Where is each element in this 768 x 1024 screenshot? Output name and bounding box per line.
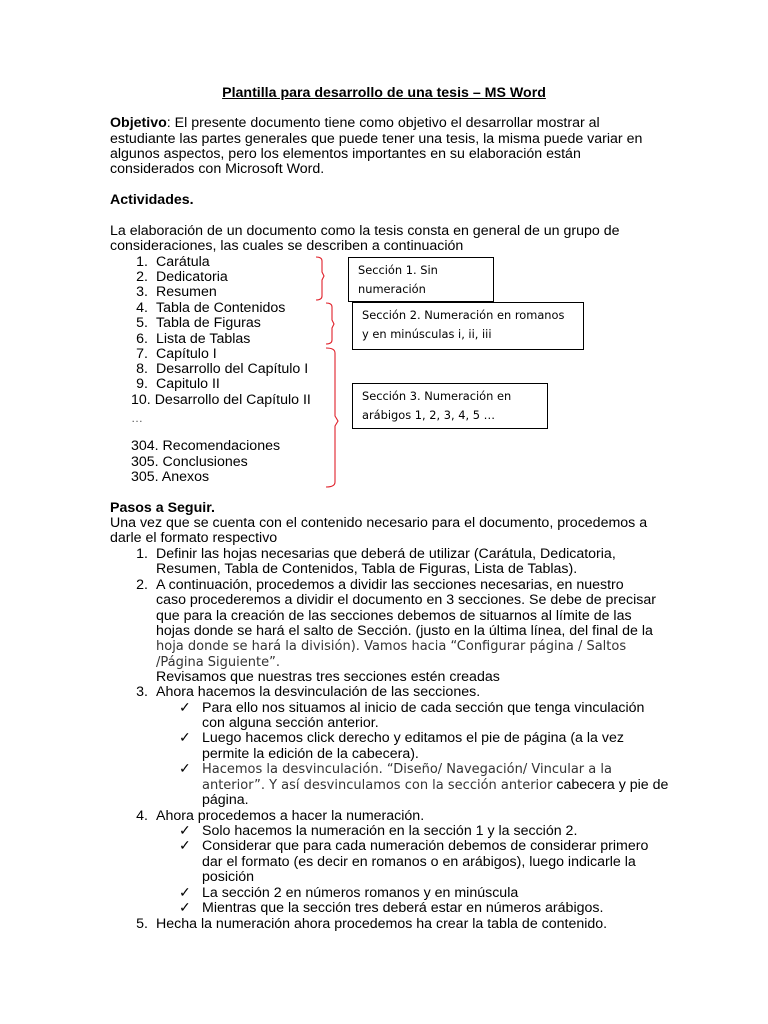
list-item-number: 5.	[136, 315, 148, 331]
list-item: Dedicatoria	[156, 269, 228, 285]
list-item: 305. Conclusiones	[131, 454, 248, 470]
step-4-check-1: Solo hacemos la numeración en la sección 1 y la sección 2.	[202, 823, 578, 839]
steps-heading: Pasos a Seguir.	[110, 500, 215, 516]
step-3-check-3-line-3: página.	[202, 792, 249, 808]
step-3-check-2-line-2: permite la edición de la cabecera).	[202, 746, 419, 762]
callout-line: y en minúsculas i, ii, iii	[362, 327, 492, 341]
activities-intro-1: La elaboración de un documento como la tesis consta en general de un grupo de	[110, 223, 620, 239]
list-item: Resumen	[156, 284, 217, 300]
step-4-check-2-line-1: Considerar que para cada numeración debemos de considerar primero	[202, 838, 649, 854]
bracket-section-2	[326, 303, 334, 344]
list-item: 304. Recomendaciones	[131, 438, 281, 454]
list-item-number: 4.	[136, 300, 148, 316]
list-item: Tabla de Contenidos	[156, 300, 286, 316]
callout-line: Sección 3. Numeración en	[362, 389, 512, 403]
list-item-number: 2.	[136, 269, 148, 285]
document-title: Plantilla para desarrollo de una tesis – MS Word	[222, 85, 546, 101]
step-3-check-1-line-1: Para ello nos situamos al inicio de cada sección que tenga vinculación	[202, 700, 645, 716]
objective-line-2: estudiante las partes generales que puede tener una tesis, la misma puede variar en	[110, 131, 643, 147]
step-2-line-1: A continuación, procedemos a dividir las secciones necesarias, en nuestro	[156, 577, 624, 593]
step-3-text: Ahora hacemos la desvinculación de las secciones.	[156, 684, 481, 700]
step-3-check-3-tail: cabecera y pie de	[552, 777, 669, 793]
step-2-line-7: Revisamos que nuestras tres secciones estén creadas	[156, 669, 500, 685]
check-icon: ✓	[179, 823, 191, 839]
step-3-check-3-line-1: Hacemos la desvinculación. “Diseño/ Navegación/ Vincular a la	[202, 762, 612, 777]
objective-line-4: considerados con Microsoft Word.	[110, 161, 325, 177]
step-1-line-2: Resumen, Tabla de Contenidos, Tabla de Figuras, Lista de Tablas).	[156, 561, 578, 577]
step-2-line-3: que para la creación de las secciones debemos de situarnos al límite de las	[156, 608, 632, 624]
objective-text: : El presente documento tiene como objetivo el desarrollar mostrar al	[166, 115, 600, 131]
step-4-check-2-line-3: posición	[202, 869, 255, 885]
step-3-check-3-gray: anterior”. Y así desvinculamos con la sección anterior	[202, 778, 553, 793]
list-item-number: 9.	[136, 376, 148, 392]
objective-line-3: algunos aspectos, pero los elementos importantes en su elaboración están	[110, 146, 581, 162]
step-2-line-6: /Página Siguiente”.	[156, 655, 280, 670]
step-4-check-3: La sección 2 en números romanos y en minúscula	[202, 885, 519, 901]
step-number: 4.	[136, 808, 148, 824]
list-item-text: Desarrollo del Capítulo II	[154, 392, 311, 408]
check-icon: ✓	[179, 900, 191, 916]
callout-line: Sección 1. Sin	[358, 263, 438, 277]
step-2-line-2: caso procederemos a dividir el documento en 3 secciones. Se debe de precisar	[156, 592, 656, 608]
list-item: Desarrollo del Capítulo I	[156, 361, 309, 377]
step-1-line-1: Definir las hojas necesarias que deberá de utilizar (Carátula, Dedicatoria,	[156, 546, 616, 562]
step-3-check-3-line-2	[202, 778, 668, 793]
step-4-text: Ahora procedemos a hacer la numeración.	[156, 808, 425, 824]
objective-label: Objetivo	[110, 115, 167, 131]
list-item: Lista de Tablas	[156, 331, 251, 347]
list-item: Capítulo I	[156, 346, 217, 362]
step-2-line-5: hoja donde se hará la división). Vamos hacia “Configurar página / Saltos	[156, 639, 627, 654]
list-item: Capitulo II	[156, 376, 220, 392]
callout-section-1	[348, 257, 494, 302]
check-icon: ✓	[179, 730, 191, 746]
step-number: 1.	[136, 546, 148, 562]
list-ellipsis: …	[131, 411, 143, 425]
list-item-number: 8.	[136, 361, 148, 377]
step-2-line-4: hojas donde se hará el salto de Sección. (justo en la última línea, del final de la	[156, 623, 653, 639]
callout-section-2	[352, 302, 584, 350]
activities-intro-2: consideraciones, las cuales se describen a continuación	[110, 238, 464, 254]
step-number: 3.	[136, 684, 148, 700]
step-number: 2.	[136, 577, 148, 593]
callout-section-3	[352, 383, 548, 429]
check-icon: ✓	[179, 838, 191, 854]
list-item: Carátula	[156, 254, 210, 270]
steps-intro-2: darle el formato respectivo	[110, 530, 278, 546]
step-3-check-1-line-2: con alguna sección anterior.	[202, 715, 379, 731]
step-4-check-2-line-2: dar el formato (es decir en romanos o en arábigos), luego indicarle la	[202, 854, 636, 870]
list-item-number: 7.	[136, 346, 148, 362]
check-icon: ✓	[179, 761, 191, 777]
list-item-number: 1.	[136, 254, 148, 270]
check-icon: ✓	[179, 885, 191, 901]
activities-heading: Actividades.	[110, 192, 194, 208]
callout-line: numeración	[358, 282, 426, 296]
bracket-section-1	[316, 257, 324, 300]
list-item: Tabla de Figuras	[156, 315, 261, 331]
step-4-check-4: Mientras que la sección tres deberá estar en números arábigos.	[202, 900, 604, 916]
check-icon: ✓	[179, 700, 191, 716]
list-item-number: 6.	[136, 331, 148, 347]
callout-line: arábigos 1, 2, 3, 4, 5 …	[362, 408, 496, 422]
step-3-check-2-line-1: Luego hacemos click derecho y editamos el pie de página (a la vez	[202, 730, 624, 746]
step-5-text: Hecha la numeración ahora procedemos ha crear la tabla de contenido.	[156, 916, 608, 932]
list-item: 305. Anexos	[131, 469, 210, 485]
list-item-number: 10.	[131, 392, 151, 408]
list-item-number: 3.	[136, 284, 148, 300]
callout-line: Sección 2. Numeración en romanos	[362, 308, 565, 322]
steps-intro-1: Una vez que se cuenta con el contenido necesario para el documento, procedemos a	[110, 515, 648, 531]
step-number: 5.	[136, 916, 148, 932]
bracket-section-3	[326, 348, 338, 487]
